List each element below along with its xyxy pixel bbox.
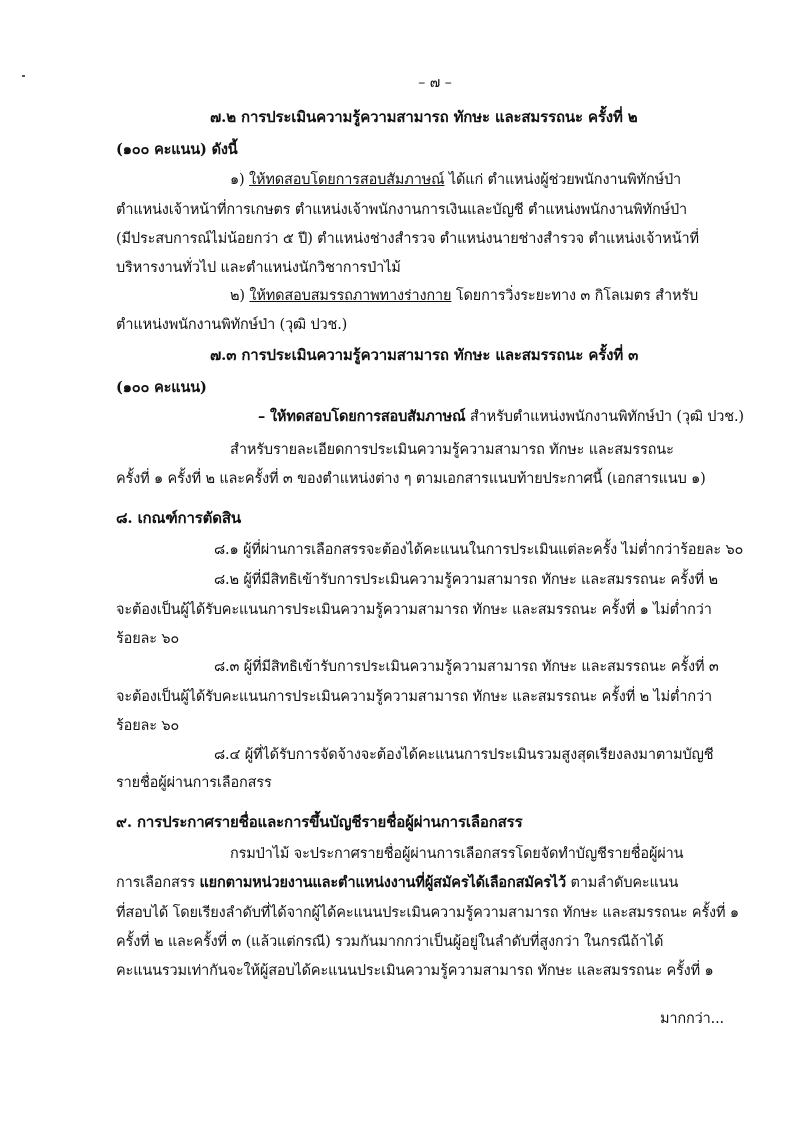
section-7-3-item: – ให้ทดสอบโดยการสอบสัมภาษณ์ สำหรับตำแหน่งพนักงานพิทักษ์ป่า (วุฒิ ปวช.)	[258, 408, 744, 425]
criterion-8-3-line-2: จะต้องเป็นผู้ได้รับคะแนนการประเมินความรู้ความสามารถ ทักษะ และสมรรถนะ ครั้งที่ ๒ ไม่ต่ำกว่า	[116, 689, 713, 705]
criterion-8-4-line-2: รายชื่อผู้ผ่านการเลือกสรร	[116, 775, 272, 791]
section-9-para-line-5: คะแนนรวมเท่ากันจะให้ผู้สอบได้คะแนนประเมินความรู้ความสามารถ ทักษะ และสมรรถนะ ครั้งที่ ๑	[116, 963, 714, 979]
section-7-2-score: (๑๐๐ คะแนน) ดังนี้	[116, 141, 238, 158]
section-7-2-item-2: ๒) ให้ทดสอบสมรรถภาพทางร่างกาย โดยการวิ่งระยะทาง ๓ กิโลเมตร สำหรับ	[230, 288, 699, 304]
section-7-2-item-2-line-2: ตำแหน่งพนักงานพิทักษ์ป่า (วุฒิ ปวช.)	[116, 317, 348, 333]
section-7-2-item-1: ๑) ให้ทดสอบโดยการสอบสัมภาษณ์ ได้แก่ ตำแหน่งผู้ช่วยพนักงานพิทักษ์ป่า	[230, 172, 682, 188]
section-7-3-detail-line-2: ครั้งที่ ๑ ครั้งที่ ๒ และครั้งที่ ๓ ของตำแหน่งต่าง ๆ ตามเอกสารแนบท้ายประกาศนี้ (เอกสารแนบ ๑)	[116, 471, 706, 487]
section-9-para-line-1: กรมป่าไม้ จะประกาศรายชื่อผู้ผ่านการเลือกสรรโดยจัดทำบัญชีรายชื่อผู้ผ่าน	[230, 846, 684, 862]
section-9-para-line-3: ที่สอบได้ โดยเรียงลำดับที่ได้จากผู้ได้คะแนนประเมินความรู้ความสามารถ ทักษะ และสมรรถนะ ครั้งที่ ๑	[116, 905, 739, 921]
criterion-8-2-line-3: ร้อยละ ๖๐	[116, 631, 180, 647]
criterion-8-1: ๘.๑ ผู้ที่ผ่านการเลือกสรรจะต้องได้คะแนนในการประเมินแต่ละครั้ง ไม่ต่ำกว่าร้อยละ ๖๐	[214, 542, 744, 558]
section-7-2-item-1-line-4: บริหารงานทั่วไป และตำแหน่งนักวิชาการป่าไม้	[116, 260, 401, 276]
section-9-para-line-2: การเลือกสรร แยกตามหน่วยงานและตำแหน่งงานที่ผู้สมัครได้เลือกสมัครไว้ ตามลำดับคะแนน	[116, 874, 679, 891]
section-7-2-item-1-line-3: (มีประสบการณ์ไม่น้อยกว่า ๕ ปี) ตำแหน่งช่างสำรวจ ตำแหน่งนายช่างสำรวจ ตำแหน่งเจ้าหน้าที่	[116, 231, 699, 247]
criterion-8-3-line-3: ร้อยละ ๖๐	[116, 718, 180, 734]
section-9-heading: ๙. การประกาศรายชื่อและการขึ้นบัญชีรายชื่อผู้ผ่านการเลือกสรร	[116, 813, 523, 831]
criterion-8-2-line-1: ๘.๒ ผู้ที่มีสิทธิเข้ารับการประเมินความรู้ความสามารถ ทักษะ และสมรรถนะ ครั้งที่ ๒	[214, 572, 718, 588]
criterion-8-2-line-2: จะต้องเป็นผู้ได้รับคะแนนการประเมินความรู้ความสามารถ ทักษะ และสมรรถนะ ครั้งที่ ๑ ไม่ต่ำกว่า	[116, 602, 712, 618]
section-7-3-score: (๑๐๐ คะแนน)	[116, 379, 207, 396]
criterion-8-3-line-1: ๘.๓ ผู้ที่มีสิทธิเข้ารับการประเมินความรู้ความสามารถ ทักษะ และสมรรถนะ ครั้งที่ ๓	[214, 659, 719, 675]
section-9-para-line-4: ครั้งที่ ๒ และครั้งที่ ๓ (แล้วแต่กรณี) รวมกันมากกว่าเป็นผู้อยู่ในลำดับที่สูงกว่า ในกรณีถ้าได้	[116, 934, 664, 950]
page-number: – ๗ –	[418, 75, 452, 91]
section-7-2-item-1-line-2: ตำแหน่งเจ้าหน้าที่การเกษตร ตำแหน่งเจ้าพนักงานการเงินและบัญชี ตำแหน่งพนักงานพิทักษ์ป่า	[116, 202, 688, 218]
section-7-2-heading: ๗.๒ การประเมินความรู้ความสามารถ ทักษะ และสมรรถนะ ครั้งที่ ๒	[210, 108, 638, 126]
criterion-8-4-line-1: ๘.๔ ผู้ที่ได้รับการจัดจ้างจะต้องได้คะแนนการประเมินรวมสูงสุดเรียงลงมาตามบัญชี	[214, 747, 714, 763]
section-7-3-heading: ๗.๓ การประเมินความรู้ความสามารถ ทักษะ และสมรรถนะ ครั้งที่ ๓	[210, 346, 639, 364]
section-7-3-detail-line-1: สำหรับรายละเอียดการประเมินความรู้ความสามารถ ทักษะ และสมรรถนะ	[230, 442, 674, 458]
section-8-heading: ๘. เกณฑ์การตัดสิน	[116, 509, 241, 527]
continuation-marker: มากกว่า...	[660, 1011, 725, 1027]
